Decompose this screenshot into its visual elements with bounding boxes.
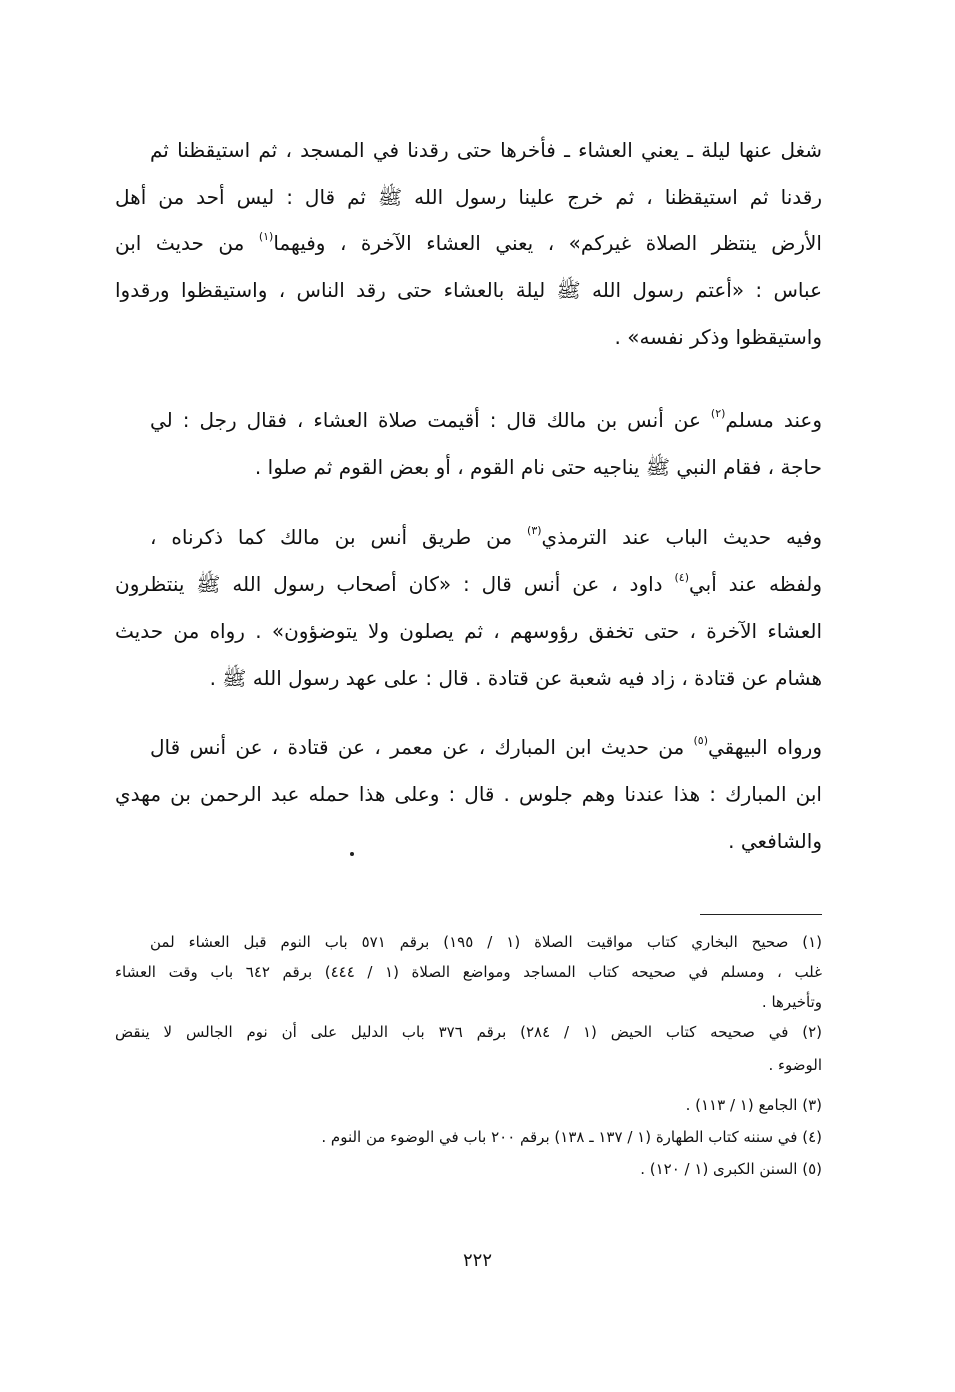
text-run: من حديث ابن المبارك ، عن معمر ، عن قتادة ، عن أنس قال [150,735,694,759]
footnote-line: الوضوء . [768,1056,822,1074]
text-run: من طريق أنس بن مالك كما ذكرناه ، [150,525,528,549]
page-number: ٢٢٢ [462,1250,492,1271]
paragraph-line [115,663,822,693]
footnote-line: (٥) السنن الكبرى (١ / ١٢٠) . [640,1160,822,1178]
text-run: والشافعي . [728,829,822,853]
text-run: شغل عنها ليلة ـ يعني العشاء ـ فأخرها حتى رقدنا في المسجد ، ثم استيقظنا ثم [150,138,822,162]
paragraph-line [115,452,822,482]
footnote-ref: (٣) [527,524,542,537]
text-run: حاجة ، فقام النبي ﷺ يناجيه حتى نام القوم ، أو بعض القوم ثم صلوا . [254,455,822,479]
text-run: وفيه حديث الباب عند الترمذي [541,525,822,549]
paragraph-line [115,826,822,856]
paragraph-line [115,322,822,352]
paragraph-line [150,522,822,552]
paragraph-line [150,135,822,165]
footnote-line: وتأخيرها . [761,993,822,1011]
text-run: عباس : «أعتم رسول الله ﷺ ليلة بالعشاء حتى رقد الناس ، واستيقظوا ورقدوا [115,278,822,302]
paragraph-line [115,779,822,809]
footnote-line: غلب ، ومسلم في صحيحه كتاب المساجد ومواضع الصلاة (١ / ٤٤٤) برقم ٦٤٢ باب وقت العشاء [115,963,822,981]
text-run: عن أنس بن مالك قال : أقيمت صلاة العشاء ، فقال رجل : لي [150,408,711,432]
paragraph-line [115,616,822,646]
text-run: من حديث ابن [115,231,259,255]
text-run: وعند مسلم [725,408,822,432]
stray-dot [350,852,354,856]
footnote-line: (١) صحيح البخاري كتاب مواقيت الصلاة (١ / ١٩٥) برقم ٥٧١ باب النوم قبل العشاء لمن [150,933,822,951]
footnote-ref: (٥) [693,734,708,747]
footnote-separator [700,914,822,915]
text-run: ورواه البيهقي [707,735,822,759]
text-run: العشاء الآخرة ، حتى تخفق رؤوسهم ، ثم يصلون ولا يتوضؤون» . رواه من حديث [115,619,822,643]
paragraph-line [150,405,822,435]
text-run: ولفظه عند أبي [688,572,822,596]
paragraph-line [115,275,822,305]
paragraph-line [115,228,822,258]
text-run: هشام عن قتادة ، زاد فيه شعبة عن قتادة . قال : على عهد رسول الله ﷺ . [209,666,822,690]
footnote-line: (٤) في سننه كتاب الطهارة (١ / ١٣٧ ـ ١٣٨) برقم ٢٠٠ باب في الوضوء من النوم . [321,1128,822,1146]
footnote-line: (٢) في صحيحه كتاب الحيض (١ / ٢٨٤) برقم ٣٧٦ باب الدليل على أن نوم الجالس لا ينقض [115,1023,822,1041]
text-run: رقدنا ثم استيقظنا ، ثم خرج علينا رسول الله ﷺ ثم قال : ليس أحد من أهل [115,185,822,209]
footnote-line: (٣) الجامع (١ / ١١٣) . [685,1096,822,1114]
text-run: ابن المبارك : هذا عندنا وهم جلوس . قال : وعلى هذا حمله عبد الرحمن بن مهدي [115,782,822,806]
text-run: واستيقظوا وذكر نفسه» . [614,325,822,349]
footnote-ref: (٢) [710,407,726,420]
footnote-ref: (١) [258,230,274,243]
footnote-ref: (٤) [674,571,689,584]
paragraph-line [115,569,822,599]
text-run: داود ، عن أنس قال : «كان أصحاب رسول الله ﷺ ينتظرون [115,572,675,596]
paragraph-line [115,182,822,212]
paragraph-line [150,732,822,762]
text-run: الأرض ينتظر الصلاة غيركم» ، يعني العشاء الآخرة ، وفيهما [273,231,822,255]
